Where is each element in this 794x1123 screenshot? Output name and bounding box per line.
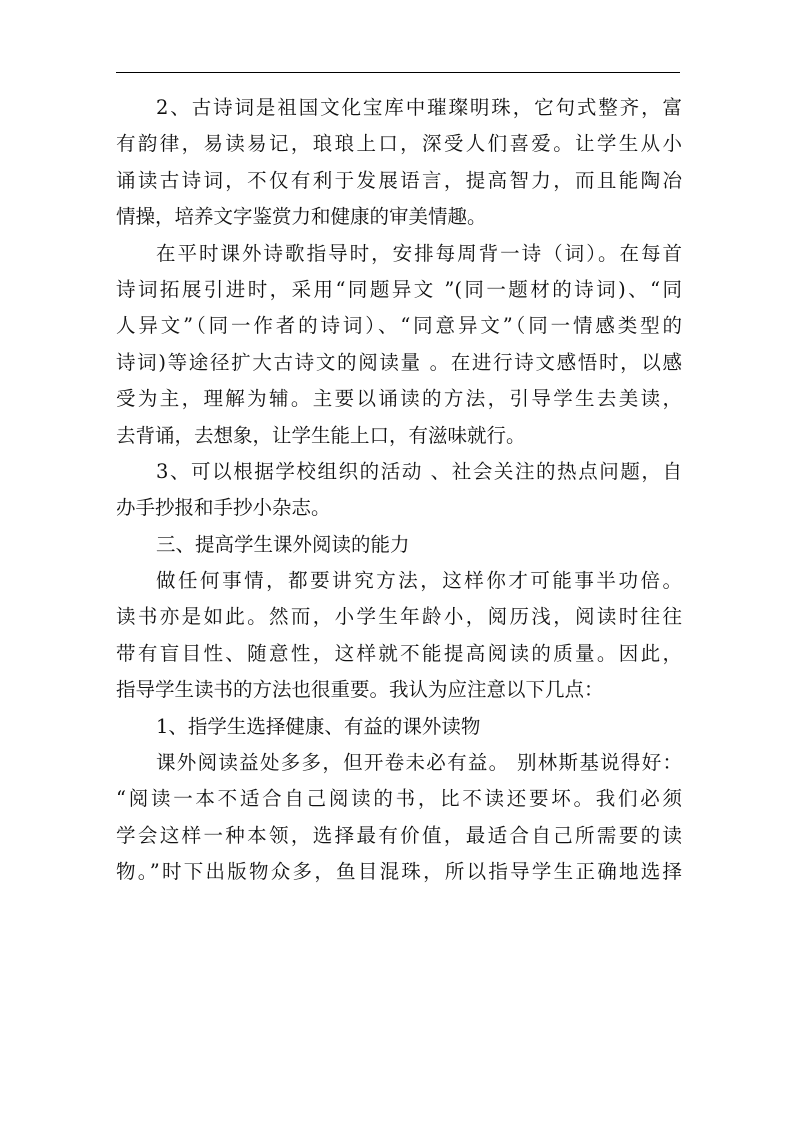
text-line: 带有盲目性、随意性，这样就不能提高阅读的质量。因此， [116, 641, 682, 665]
text-line: 受为主，理解为辅。主要以诵读的方法，引导学生去美读， [116, 387, 682, 411]
text-line: 诗词)等途径扩大古诗文的阅读量 。在进行诗文感悟时，以感 [116, 350, 682, 374]
text-line: 3、可以根据学校组织的活动 、社会关注的热点问题，自 [156, 459, 682, 483]
text-line: 指导学生读书的方法也很重要。我认为应注意以下几点： [116, 678, 604, 702]
text-line: 诗词拓展引进时，采用“同题异文 ”(同一题材的诗词)、“同 [116, 277, 682, 301]
text-line: “阅读一本不适合自己阅读的书，比不读还要坏。我们必须 [116, 787, 682, 811]
text-line: 学会这样一种本领，选择最有价值，最适合自己所需要的读 [116, 823, 682, 847]
text-line: 在平时课外诗歌指导时，安排每周背一诗（词）。在每首 [156, 241, 682, 265]
text-line: 课外阅读益处多多，但开卷未必有益。 别林斯基说得好： [156, 751, 682, 775]
document-body [116, 90, 682, 891]
header-rule [116, 72, 680, 73]
text-line: 办手抄报和手抄小杂志。 [116, 496, 331, 520]
section-heading: 三、提高学生课外阅读的能力 [156, 532, 410, 556]
text-line: 有韵律，易读易记，琅琅上口，深受人们喜爱。让学生从小 [116, 132, 682, 156]
text-line: 读书亦是如此。然而，小学生年龄小，阅历浅，阅读时往往 [116, 605, 682, 629]
text-line: 2、古诗词是祖国文化宝库中璀璨明珠，它句式整齐，富 [156, 96, 682, 119]
subsection-heading: 1、指学生选择健康、有益的课外读物 [156, 714, 481, 738]
text-line: 人异文”（同一作者的诗词）、“同意异文”（同一情感类型的 [116, 314, 682, 338]
text-line: 情操，培养文字鉴赏力和健康的审美情趣。 [116, 205, 487, 229]
text-line: 诵读古诗词，不仅有利于发展语言，提高智力，而且能陶冶 [116, 168, 682, 192]
text-line: 做任何事情，都要讲究方法，这样你才可能事半功倍。 [156, 569, 682, 593]
text-line: 去背诵，去想象，让学生能上口，有滋味就行。 [116, 423, 526, 447]
text-line: 物。”时下出版物众多，鱼目混珠，所以指导学生正确地选择 [116, 860, 682, 884]
